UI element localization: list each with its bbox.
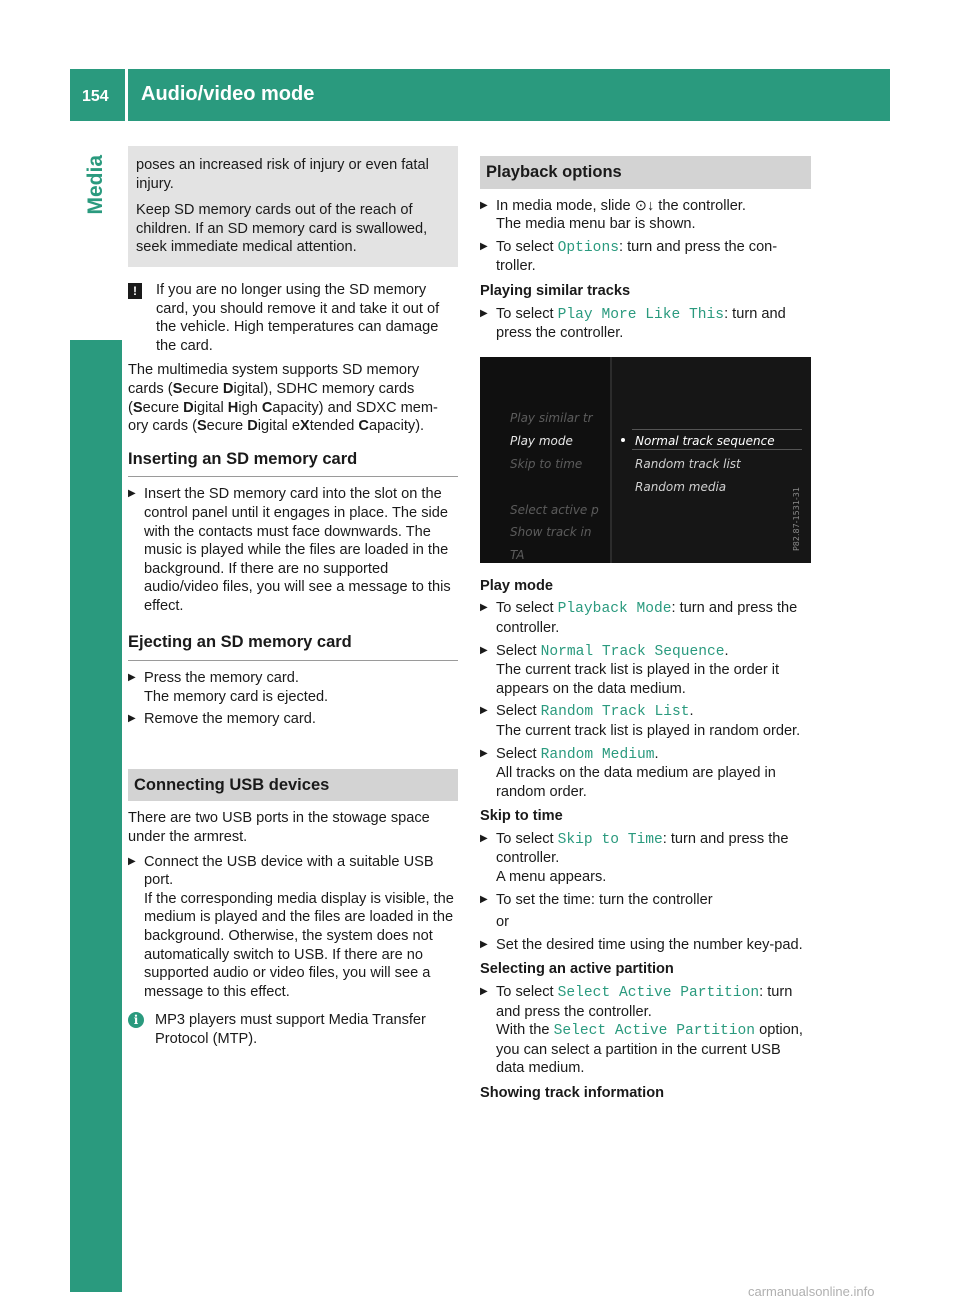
step-arrow-icon: ▶ [480, 705, 488, 717]
text-span: . [689, 703, 694, 720]
media-menu-screenshot [480, 357, 811, 563]
header-divider [125, 69, 128, 121]
text-span: With the [496, 1022, 554, 1039]
step-text [496, 238, 811, 276]
step-text [496, 599, 811, 637]
text-span: apacity). [368, 418, 425, 435]
text-span: Select [496, 642, 541, 659]
warning-box [128, 146, 458, 267]
caution-icon: ! [128, 283, 142, 299]
step [128, 485, 458, 615]
subtitle-partition: Selecting an active partition [480, 961, 674, 978]
text-span: . [654, 745, 659, 762]
text-span: : turn and press the con-troller. [496, 238, 778, 275]
step-arrow-icon: ▶ [480, 938, 488, 950]
menu-term: Skip to Time [557, 831, 663, 848]
screen-option: Random track list [635, 456, 741, 471]
step-text: To set the time: turn the controller [496, 891, 713, 908]
usb-intro: There are two USB ports in the stowage space under the armrest. [128, 810, 430, 846]
step-text [496, 642, 811, 699]
screen-menu-item: Show track in [510, 524, 592, 539]
text-span: igh [238, 399, 262, 416]
menu-term: Play More Like This [557, 306, 725, 323]
text-span: : turn and press the controller. [496, 305, 786, 342]
step-arrow-icon: ▶ [480, 199, 488, 211]
step-arrow-icon: ▶ [128, 855, 136, 867]
text-span: apacity) and SDXC mem-ory cards ( [128, 399, 438, 435]
text-span: igital [193, 399, 228, 416]
section-title-eject: Ejecting an SD memory card [128, 633, 458, 661]
text-span: In media mode, slide [496, 197, 635, 214]
step [480, 599, 811, 637]
bold-letter: S [172, 380, 183, 397]
step-result: All tracks on the data medium are played in random order. [496, 765, 776, 800]
screen-menu-item: Skip to time [510, 456, 583, 471]
step-arrow-icon: ▶ [480, 832, 488, 844]
step-text: Remove the memory card. [144, 711, 316, 728]
text-span: To select [496, 305, 558, 322]
step-arrow-icon: ▶ [480, 602, 488, 614]
step-result: The current track list is played in the order it appears on the data medium. [496, 662, 780, 697]
step [480, 238, 811, 276]
menu-term: Normal Track Sequence [540, 643, 725, 660]
menu-term: Random Medium [540, 746, 655, 763]
text-span: the controller. [654, 197, 746, 214]
menu-term: Playback Mode [557, 601, 672, 618]
text-span: : turn and press the controller. [496, 600, 798, 636]
step-arrow-icon: ▶ [128, 672, 136, 684]
screen-menu-item: Select active p [510, 502, 599, 517]
menu-term: Select Active Partition [557, 985, 760, 1002]
step-text [496, 197, 811, 234]
section-title-usb: Connecting USB devices [128, 769, 458, 802]
text-span: To select [496, 984, 558, 1001]
subtitle-trackinfo: Showing track information [480, 1085, 665, 1101]
page-title: Audio/video mode [141, 83, 315, 105]
info-icon: i [128, 1012, 144, 1028]
step-arrow-icon: ▶ [480, 986, 488, 998]
step-arrow-icon: ▶ [480, 893, 488, 905]
step-result: If the corresponding media display is visible, the medium is played and the files are loaded in the background. Otherwise, the system does not automatically switch to USB. If there are no supported audio or video files, you will see a message to this effect. [144, 890, 454, 1000]
text-span: The multimedia system supports SD memory cards ( [128, 362, 420, 397]
step-text [496, 702, 811, 740]
text-span: option, you can select a partition in the current USB data medium. [496, 1022, 803, 1077]
step [480, 830, 811, 887]
bold-letter: S [132, 399, 143, 416]
text-span: : turn and press the controller. [496, 984, 793, 1020]
bold-letter: S [196, 418, 207, 435]
side-tab-label: Media [83, 155, 107, 215]
text-span: To select [496, 600, 558, 617]
selected-bullet-icon [621, 438, 625, 442]
bold-letter: H [227, 399, 239, 416]
subtitle-similar: Playing similar tracks [480, 282, 631, 299]
step-arrow-icon: ▶ [480, 240, 488, 252]
menu-term: Options [557, 239, 619, 256]
step [128, 853, 458, 1002]
page-number: 154 [82, 88, 109, 105]
screen-menu-item: Play similar tr [510, 410, 593, 425]
caution-text: If you are no longer using the SD memory card, you should remove it and take it out of the vehicle. High temperatures can damage the card. [156, 281, 440, 354]
step [480, 642, 811, 699]
step [128, 710, 458, 729]
text-span: Select [496, 703, 541, 720]
step-text: Set the desired time using the number key-pad. [496, 936, 803, 953]
text-span: : turn and press the controller. [496, 830, 789, 867]
section-title-insert: Inserting an SD memory card [128, 450, 458, 478]
text-span: tended [309, 418, 359, 435]
watermark: carmanualsonline.info [748, 1284, 875, 1299]
step [128, 669, 458, 706]
warning-text-2: Keep SD memory cards out of the reach of children. If an SD memory card is swallowed, seek immediate medical attention. [136, 202, 428, 256]
text-span: To select [496, 238, 558, 255]
text-span: To select [496, 830, 558, 847]
warning-text-1: poses an increased risk of injury or even fatal injury. [136, 157, 429, 192]
left-column [128, 146, 458, 1055]
text-span: igital e [257, 418, 300, 435]
info-text: MP3 players must support Media Transfer Protocol (MTP). [155, 1012, 426, 1047]
step-text [496, 830, 811, 887]
menu-term: Select Active Partition [553, 1023, 756, 1040]
controller-slide-icon: ⊙↓ [634, 197, 655, 214]
step [480, 702, 811, 740]
side-tab [70, 155, 122, 335]
step-action: Press the memory card. [144, 670, 299, 687]
bold-letter: D [222, 380, 234, 397]
step-arrow-icon: ▶ [480, 307, 488, 319]
screen-menu-item: Play mode [510, 433, 573, 448]
step-arrow-icon: ▶ [480, 747, 488, 759]
figure-code: P82.87-1531-31 [792, 486, 802, 551]
step [480, 936, 811, 955]
screen-separator [632, 429, 802, 430]
step-result: The media menu bar is shown. [496, 216, 696, 233]
step-text: Insert the SD memory card into the slot on the control panel until it engages in place. The side with the contacts must face downwards. The music is played while the files are loaded in the background. If there are no supported audio/video files, you will see a message to this effect. [144, 486, 451, 614]
step-arrow-icon: ▶ [128, 713, 136, 725]
step-result: The memory card is ejected. [144, 688, 329, 705]
step [480, 983, 811, 1078]
step-action: Connect the USB device with a suitable USB port. [144, 853, 434, 889]
step [480, 745, 811, 802]
bold-letter: C [358, 418, 369, 435]
menu-term: Random Track List [540, 704, 690, 721]
step [480, 197, 811, 234]
step-text [496, 983, 811, 1078]
screen-option: Normal track sequence [635, 433, 775, 448]
screen-menu-item: TA [510, 547, 525, 562]
bold-letter: D [183, 399, 194, 416]
step-text [496, 745, 811, 802]
text-span: ecure [182, 380, 223, 397]
text-span: . [724, 642, 729, 659]
step-text [144, 853, 458, 1002]
info-note [128, 1011, 458, 1048]
step-result: The current track list is played in random order. [496, 722, 801, 739]
step-arrow-icon: ▶ [128, 488, 136, 500]
bold-letter: X [299, 418, 310, 435]
screen-option: Random media [635, 479, 727, 494]
step-text [496, 305, 811, 343]
bold-letter: D [247, 418, 258, 435]
text-span: ecure [206, 418, 248, 435]
bold-letter: C [261, 399, 273, 416]
step-text [144, 669, 458, 706]
step-arrow-icon: ▶ [480, 644, 488, 656]
subtitle-skip: Skip to time [480, 808, 563, 825]
text-span: Select [496, 745, 541, 762]
step [480, 305, 811, 343]
subtitle-playmode: Play mode [480, 577, 553, 594]
caution-note [128, 281, 458, 355]
support-paragraph [128, 361, 458, 435]
or-text: or [496, 914, 509, 931]
text-span: ecure [142, 399, 184, 416]
step-result: A menu appears. [496, 869, 607, 886]
section-title-playback: Playback options [480, 156, 811, 189]
step [480, 891, 811, 910]
side-tab-block [70, 340, 122, 1292]
text-span: igital), SDHC memory cards ( [128, 380, 415, 416]
right-column [480, 146, 811, 1107]
